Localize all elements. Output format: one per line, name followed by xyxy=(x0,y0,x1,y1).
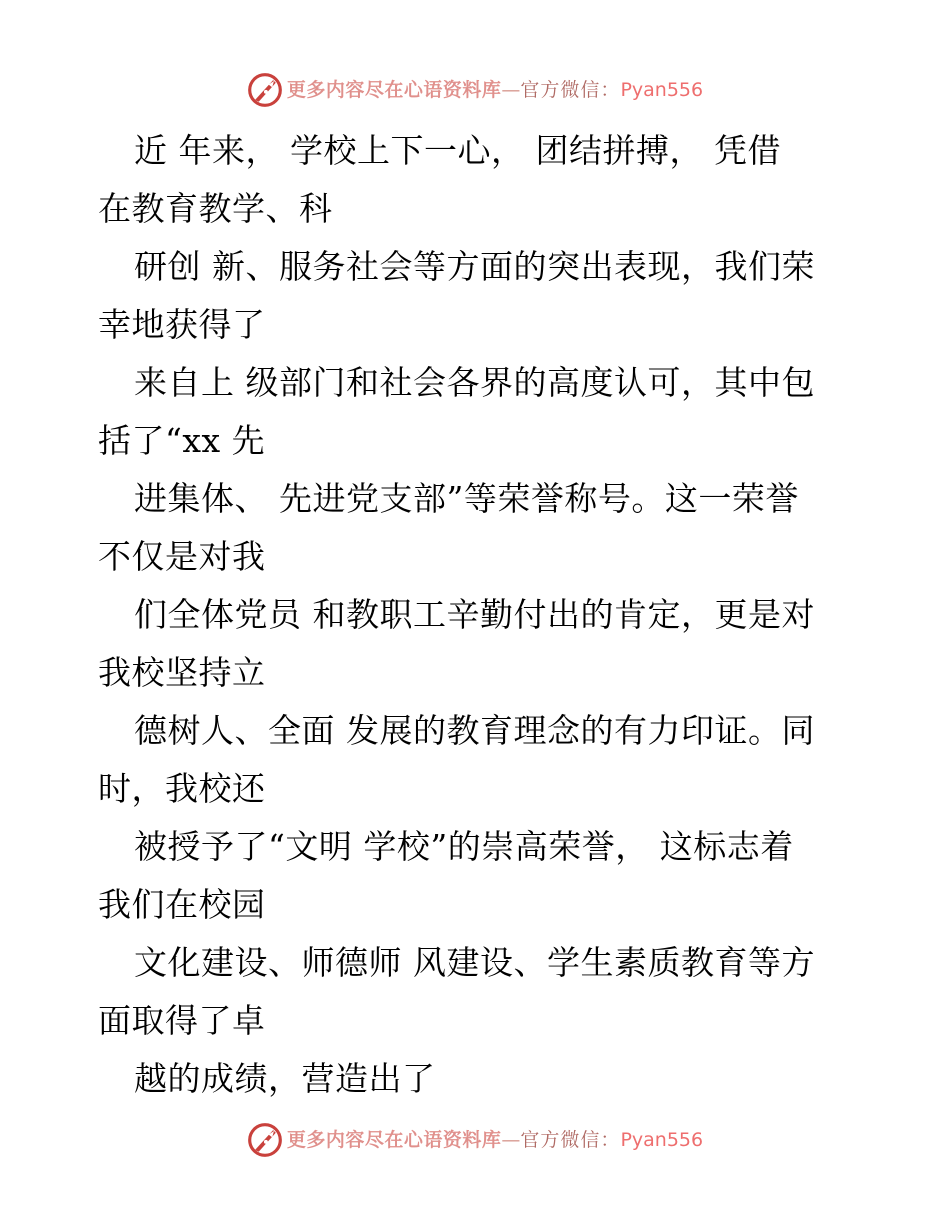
header-slogan: 更多内容尽在心语资料库 xyxy=(286,78,502,101)
footer-banner xyxy=(0,1120,950,1160)
footer-dash: — xyxy=(501,1128,521,1151)
body-line: 研创 新、服务社会等方面的突出表现，我们荣 xyxy=(134,247,815,286)
header-wechat-id: Pyan556 xyxy=(620,78,704,101)
footer-wechat-label: 官方微信： xyxy=(520,1128,621,1151)
body-line: 我们在校园 xyxy=(98,885,266,924)
body-line: 被授予了“文明 学校”的崇高荣誉， 这标志着 xyxy=(134,827,794,866)
body-line: 我校坚持立 xyxy=(98,653,266,692)
body-line: 德树人、全面 发展的教育理念的有力印证。同 xyxy=(134,711,815,750)
body-line: 越的成绩，营造出了 xyxy=(134,1059,436,1098)
header-wechat-label: 官方微信： xyxy=(520,78,621,101)
body-line: 们全体党员 和教职工辛勤付出的肯定，更是对 xyxy=(134,595,815,634)
body-line: 括了“xx 先 xyxy=(98,421,266,460)
footer-banner-text xyxy=(286,1128,704,1151)
body-line: 文化建设、师德师 风建设、学生素质教育等方 xyxy=(134,943,815,982)
header-banner xyxy=(0,70,950,110)
header-dash: — xyxy=(501,78,521,101)
header-banner-text xyxy=(286,78,704,101)
footer-slogan: 更多内容尽在心语资料库 xyxy=(286,1128,502,1151)
body-line: 面取得了卓 xyxy=(98,1001,266,1040)
body-line: 在教育教学、科 xyxy=(98,189,333,228)
body-line: 不仅是对我 xyxy=(98,537,266,576)
quill-pen-logo-icon xyxy=(247,72,283,108)
body-line: 幸地获得了 xyxy=(98,305,266,344)
body-line: 时，我校还 xyxy=(98,769,266,808)
quill-pen-logo-icon xyxy=(247,1122,283,1158)
footer-wechat-id: Pyan556 xyxy=(620,1128,704,1151)
document-body xyxy=(98,122,858,1108)
body-line: 进集体、 先进党支部”等荣誉称号。这一荣誉 xyxy=(134,479,799,518)
body-line: 近 年来， 学校上下一心， 团结拼搏， 凭借 xyxy=(134,131,781,170)
body-line: 来自上 级部门和社会各界的高度认可，其中包 xyxy=(134,363,815,402)
